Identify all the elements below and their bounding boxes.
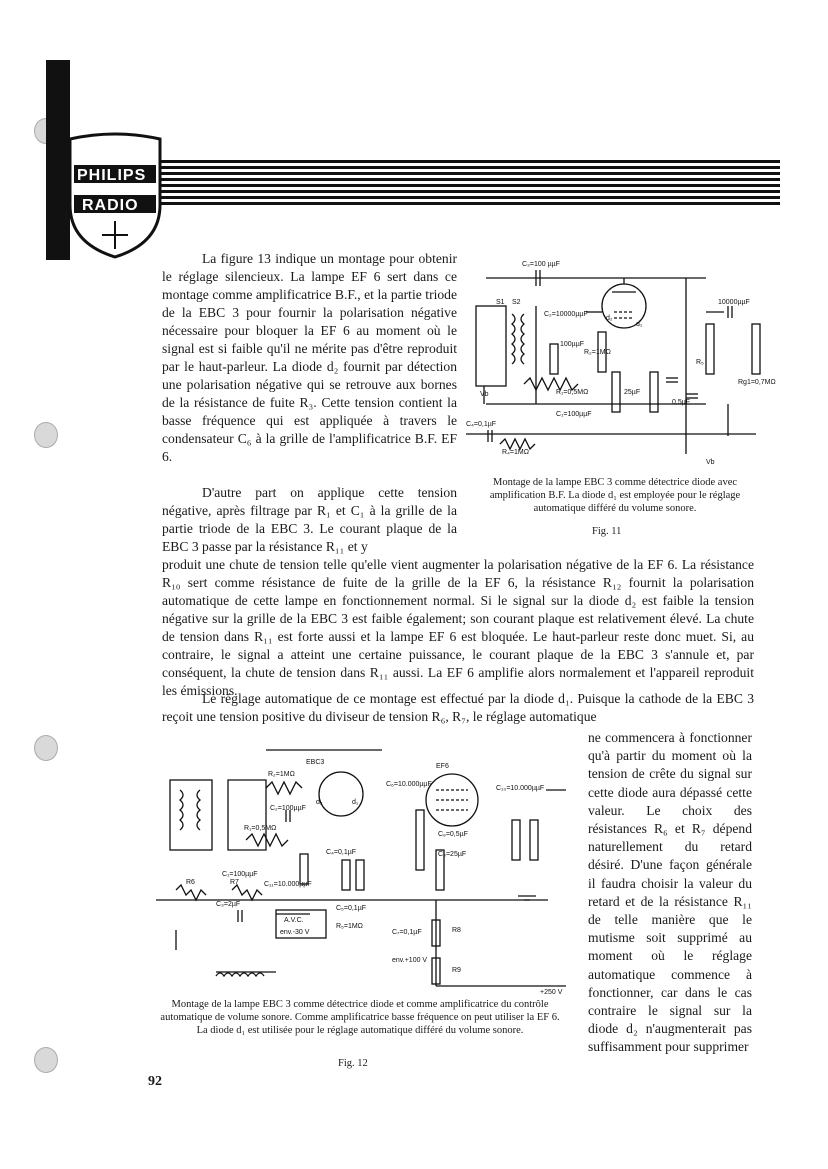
fig11-label-c10000: 10000µµF — [718, 299, 750, 306]
paragraph-2a: D'autre part on applique cette tension négative, après filtrage par R₁ et C₁ à la grille de la partie triode de la EBC 3. Le courant plaque de la EBC 3 passe par la résistance R₁₁ et y — [162, 485, 457, 554]
fig12-label-c1: C₁=100µµF — [222, 871, 258, 878]
fig12-label-c9: C₉=0,5µF — [438, 831, 468, 838]
fig12-label-d2: d₂ — [316, 799, 323, 806]
fig11-label-r5: R₅ — [696, 359, 704, 366]
fig11-label-vb-bottom: Vb — [706, 459, 715, 466]
fig12-label-avc: A.V.C. — [284, 917, 304, 924]
header-lines — [140, 160, 780, 215]
fig11-label-s1: S1 — [496, 299, 505, 306]
figure-12-caption: Montage de la lampe EBC 3 comme détectrice diode et comme amplificatrice du contrôle automatique de volume sonore. Comme amplificatrice basse fréquence on peut utiliser la EF 6. La diode d₁ est utilisée pour le réglage automatique différé du volume sonore. — [160, 999, 560, 1036]
logo-line-philips: PHILIPS — [77, 167, 147, 184]
fig12-label-env100: env.+100 V — [392, 957, 428, 964]
paragraph-1: La figure 13 indique un montage pour obtenir le réglage silencieux. La lampe EF 6 sert dans ce montage comme amplificatrice B.F., et la partie triode de la EBC 3 pour fournir la polarisation négative nécessaire pour bloquer la EF 6 au moment où le signal est si faible qu'il ne mérite pas d'être reproduit par le haut-parleur. La diode d₂ fournit par détection une polarisation négative qui se retrouve aux bornes de la résistance de fuite R₃. Cette tension contient la basse fréquence qui est appliquée à travers le condensateur C₆ à la grille de l'amplificatrice B.F. EF 6. — [162, 251, 457, 464]
binder-hole — [34, 422, 58, 448]
fig11-label-r1: R₁=0,5MΩ — [556, 389, 589, 396]
binder-hole — [34, 1047, 58, 1073]
figure-11-labels — [466, 254, 776, 466]
fig12-label-ebc3: EBC3 — [306, 759, 325, 766]
fig12-label-ef6: EF6 — [436, 763, 449, 770]
fig11-label-r4: R₄=1MΩ — [502, 449, 529, 456]
fig12-label-c6: C₆=10.000µµF — [386, 781, 432, 788]
fig12-label-c3: C₃=2µF — [216, 901, 241, 908]
fig12-label-c11: C₁₁=10.000µµF — [264, 881, 312, 888]
fig11-label-c05: 0,5µF — [672, 399, 691, 406]
fig12-label-r2: R₂=1MΩ — [268, 771, 295, 778]
fig11-label-c100: 100µµF — [560, 341, 585, 348]
fig11-label-c3: C₃=100 µµF — [522, 261, 560, 268]
fig12-label-c7: C₇=0,1µF — [392, 929, 422, 936]
fig12-label-d1: d₁ — [352, 799, 359, 806]
figure-12-labels — [156, 750, 576, 996]
paragraph-3b: ne commencera à fonctionner qu'à partir du moment où la tension de crête du signal sur cette diode aura dépassé cette valeur. Le choix des résistances R₆ et R₇ dépend naturellement du retard désiré. D'une façon générale il faudra choisir la valeur du retard et de la résistance R₁₁ de telle manière que le mutisme soit supprimé au moment où le réglage automatique commence à fonctionner, car dans le cas contraire le signal sur la diode d₂ n'augmenterait pas suffisamment pour supprimer — [588, 730, 752, 1055]
fig12-label-env30: env.-30 V — [280, 929, 310, 936]
fig12-label-v250: +250 V — [540, 989, 563, 996]
fig12-label-r9: R9 — [452, 967, 461, 974]
fig11-label-vb-left: Vb — [480, 391, 489, 398]
fig12-label-c2: C₂=100µµF — [270, 805, 306, 812]
fig12-label-c8: C₈=25µF — [438, 851, 467, 858]
fig11-label-c25: 25µF — [624, 389, 641, 396]
fig11-label-r2: R₂=1MΩ — [584, 349, 611, 356]
binder-hole — [34, 735, 58, 761]
paragraph-2b: produit une chute de tension telle qu'elle vient augmenter la polarisation négative de la EF 6. La résistance R₁₀ sert comme résistance de fuite de la grille de la EF 6, la résistance R₁₂ fournit la polarisation automatique de cette lampe en fonctionnement normal. Si le signal sur la diode d₂ est faible la tension négative sur la grille de la EBC 3 est faible également; son courant plaque est relativement élevé. La chute de tension dans R₁₁ est forte aussi et la lampe EF 6 est bloquée. Le haut-parleur reste donc muet. Si, au contraire, le signal a atteint une certaine puissance, le courant plaque de la EBC 3 s'annule et, par conséquent, la chute de tension dans R₁₁ aussi. La EF 6 amplifie alors normalement et l'appareil reproduit les émissions. — [162, 557, 754, 698]
fig11-label-s2: S2 — [512, 299, 521, 306]
fig11-label-rg: Rg1=0,7MΩ — [738, 379, 776, 386]
page-number: 92 — [148, 1074, 162, 1089]
fig12-label-c5: C₅=0,1µF — [336, 905, 367, 912]
fig11-label-c1: C₁=100µµF — [556, 411, 592, 418]
fig11-label-c2: C₂=10000µµF — [544, 311, 588, 318]
figure-12-label: Fig. 12 — [338, 1058, 368, 1069]
fig12-label-c4: C₄=0,1µF — [326, 849, 357, 856]
fig11-label-d2: d₂ — [606, 315, 613, 322]
fig11-label-d1: d₁ — [636, 321, 643, 328]
figure-11-label: Fig. 11 — [592, 526, 622, 537]
fig12-label-r6: R6 — [186, 879, 195, 886]
fig12-label-r8: R8 — [452, 927, 461, 934]
fig11-label-c4: C₄=0,1µF — [466, 421, 497, 428]
logo-line-radio: RADIO — [82, 197, 139, 214]
fig12-label-r7: R7 — [230, 879, 239, 886]
paragraph-3a: Le réglage automatique de ce montage est effectué par la diode d₁. Puisque la cathode de la EBC 3 reçoit une tension positive du diviseur de tension R₆, R₇, le réglage automatique — [162, 691, 754, 724]
fig12-label-c10: C₁₀=10.000µµF — [496, 785, 545, 792]
figure-11-caption: Montage de la lampe EBC 3 comme détectrice diode avec amplification B.F. La diode d₁ est employée pour le réglage automatique différé du volume sonore. — [489, 477, 741, 514]
fig12-label-r1: R₁=0,5MΩ — [244, 825, 277, 832]
fig12-label-r5: R₅=1MΩ — [336, 923, 363, 930]
